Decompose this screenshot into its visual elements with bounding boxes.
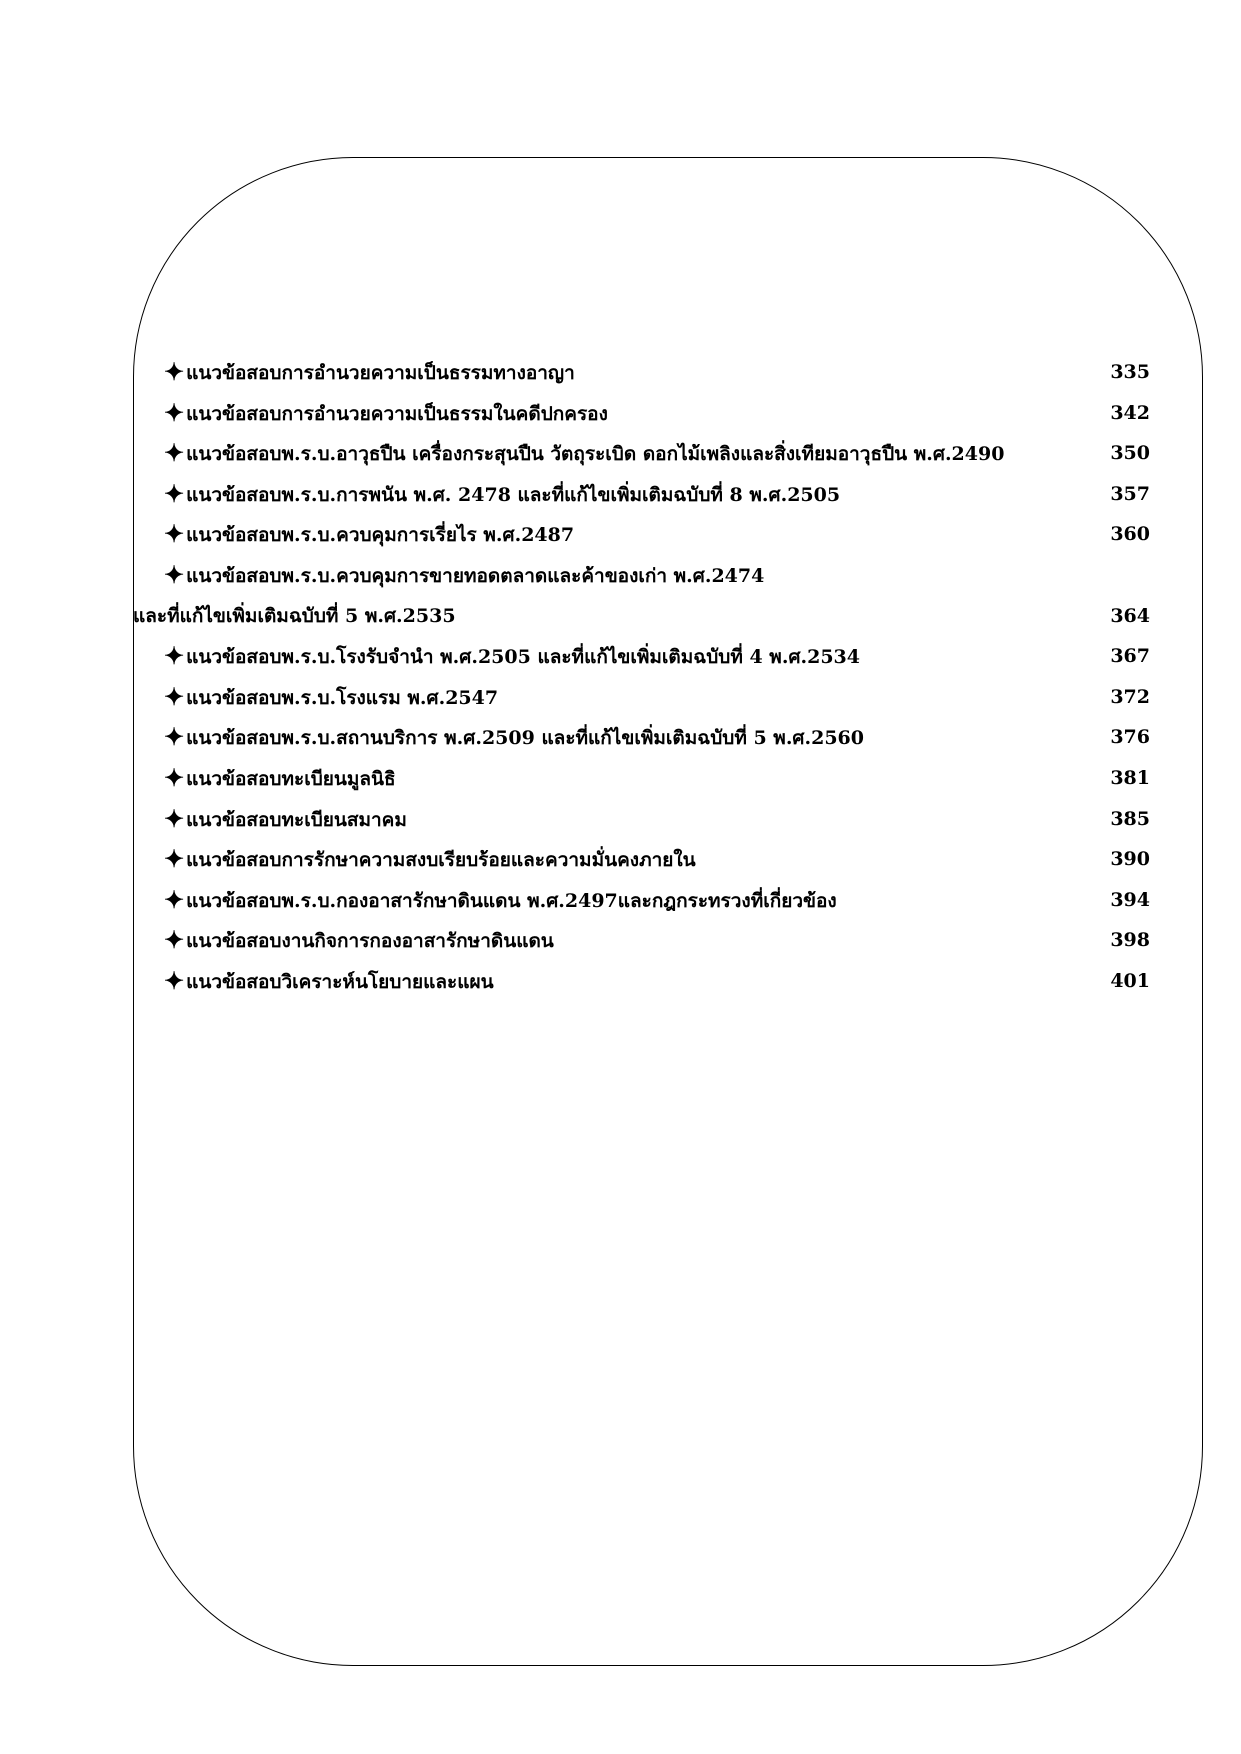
four-point-star-icon: ✦ (164, 357, 185, 386)
toc-entry[interactable] (0, 961, 1241, 1002)
four-point-star-icon: ✦ (164, 762, 185, 792)
toc-entry-page: 394 (1110, 888, 1150, 911)
toc-entry[interactable] (0, 393, 1241, 434)
toc-entry-page: 342 (1110, 401, 1150, 424)
toc-entry-page: 335 (1110, 361, 1150, 383)
toc-entry[interactable] (0, 636, 1241, 677)
four-point-star-icon: ✦ (164, 559, 185, 589)
toc-entry-title: ✦ แนวข้อสอบพ.ร.บ.สถานบริการ พ.ศ.2509 และที่แก้ไขเพิ่มเติมฉบับที่ 5 พ.ศ.2560 (164, 717, 864, 759)
toc-entry-title: ✦ แนวข้อสอบการอำนวยความเป็นธรรมในคดีปกครอง (164, 393, 608, 435)
toc-entry[interactable] (0, 839, 1241, 880)
toc-entry-title-continuation: และที่แก้ไขเพิ่มเติมฉบับที่ 5 พ.ศ.2535 (133, 604, 456, 627)
toc-entry[interactable] (0, 514, 1241, 555)
toc-entry-title: ✦ แนวข้อสอบพ.ร.บ.อาวุธปืน เครื่องกระสุนปืน วัตถุระเบิด ดอกไม้เพลิงและสิ่งเทียมอาวุธปืน พ.ศ.2490 (164, 433, 1004, 475)
four-point-star-icon: ✦ (164, 803, 185, 833)
toc-entry[interactable] (0, 474, 1241, 515)
toc-entry-page: 367 (1110, 645, 1150, 668)
toc-entry-page: 357 (1110, 482, 1150, 505)
toc-entry-page: 401 (1110, 969, 1150, 992)
toc-entry-title: ✦ แนวข้อสอบพ.ร.บ.กองอาสารักษาดินแดน พ.ศ.2497และกฎกระทรวงที่เกี่ยวข้อง (164, 880, 837, 922)
toc-entry-page: 381 (1110, 766, 1150, 789)
toc-entry[interactable] (0, 717, 1241, 758)
toc-entry[interactable] (0, 920, 1241, 961)
toc-entry-page: 390 (1110, 848, 1150, 871)
four-point-star-icon: ✦ (164, 884, 185, 914)
four-point-star-icon: ✦ (164, 925, 185, 955)
toc-entry-page: 350 (1110, 442, 1150, 465)
four-point-star-icon: ✦ (164, 681, 185, 711)
toc-entry-title: ✦ แนวข้อสอบงานกิจการกองอาสารักษาดินแดน (164, 920, 554, 962)
toc-entry[interactable] (0, 555, 1241, 596)
toc-entry-title: ✦ แนวข้อสอบทะเบียนสมาคม (164, 799, 407, 841)
toc-entry-page: 372 (1110, 685, 1150, 708)
four-point-star-icon: ✦ (164, 844, 185, 874)
toc-entry-page: 376 (1110, 726, 1150, 749)
four-point-star-icon: ✦ (164, 519, 185, 549)
toc-entry-title: ✦ แนวข้อสอบพ.ร.บ.ควบคุมการเรี่ยไร พ.ศ.2487 (164, 514, 574, 556)
four-point-star-icon: ✦ (164, 397, 185, 427)
toc-entry-title: ✦ แนวข้อสอบการอำนวยความเป็นธรรมทางอาญา (164, 352, 575, 394)
toc-entry[interactable] (0, 677, 1241, 718)
toc-entry[interactable] (0, 799, 1241, 840)
four-point-star-icon: ✦ (164, 438, 185, 468)
toc-entry-page: 364 (1110, 604, 1150, 627)
table-of-contents (0, 352, 1241, 1002)
four-point-star-icon: ✦ (164, 641, 185, 671)
toc-entry-page: 360 (1110, 523, 1150, 546)
toc-entry-page: 398 (1110, 929, 1150, 952)
toc-entry[interactable] (0, 352, 1241, 393)
toc-entry-title: ✦ แนวข้อสอบวิเคราะห์นโยบายและแผน (164, 961, 494, 1003)
toc-entry-page: 385 (1110, 807, 1150, 830)
toc-entry[interactable] (0, 758, 1241, 799)
toc-entry-title: ✦ แนวข้อสอบการรักษาความสงบเรียบร้อยและความมั่นคงภายใน (164, 839, 696, 881)
toc-entry-title: ✦ แนวข้อสอบพ.ร.บ.ควบคุมการขายทอดตลาดและค้าของเก่า พ.ศ.2474 (164, 555, 764, 597)
toc-entry-title: ✦ แนวข้อสอบพ.ร.บ.โรงแรม พ.ศ.2547 (164, 677, 498, 719)
four-point-star-icon: ✦ (164, 965, 185, 995)
toc-entry-title: ✦ แนวข้อสอบพ.ร.บ.โรงรับจำนำ พ.ศ.2505 และที่แก้ไขเพิ่มเติมฉบับที่ 4 พ.ศ.2534 (164, 636, 860, 678)
toc-entry-continuation[interactable] (0, 596, 1241, 637)
toc-entry[interactable] (0, 433, 1241, 474)
four-point-star-icon: ✦ (164, 722, 185, 752)
toc-entry-title: ✦ แนวข้อสอบพ.ร.บ.การพนัน พ.ศ. 2478 และที่แก้ไขเพิ่มเติมฉบับที่ 8 พ.ศ.2505 (164, 474, 840, 516)
four-point-star-icon: ✦ (164, 478, 185, 508)
toc-entry[interactable] (0, 880, 1241, 921)
toc-entry-title: ✦ แนวข้อสอบทะเบียนมูลนิธิ (164, 758, 396, 800)
